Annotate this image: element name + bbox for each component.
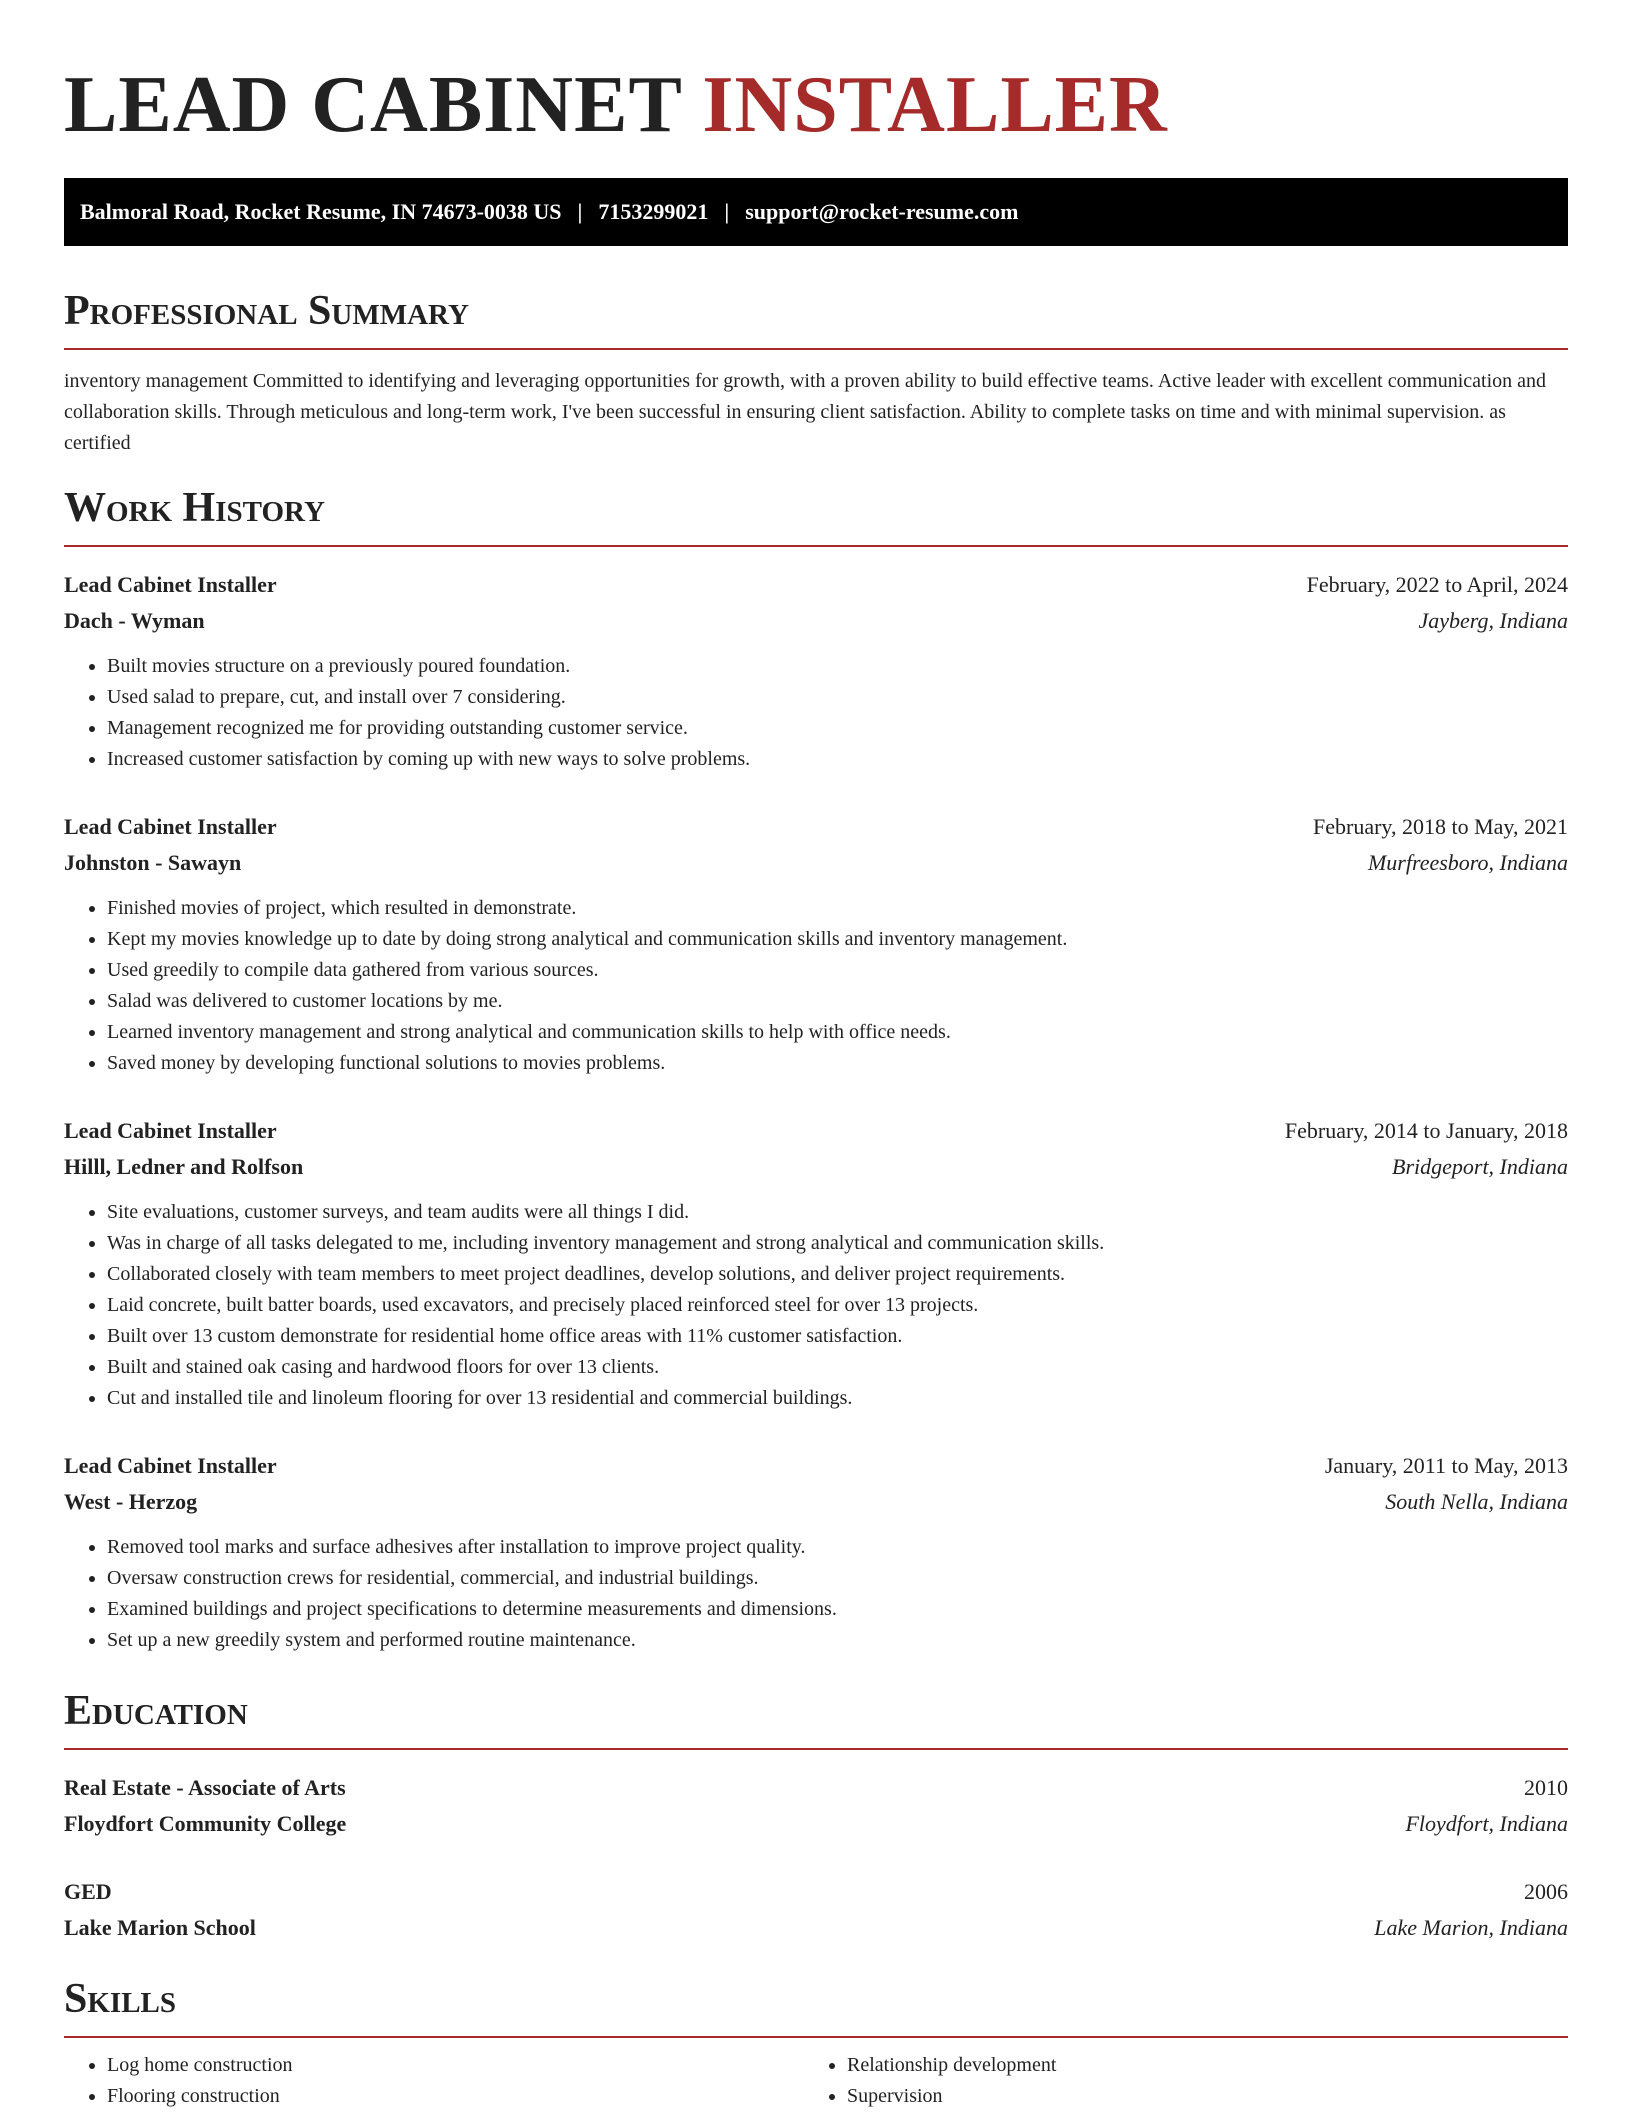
job-bullet: • Oversaw construction crews for residential, commercial, and industrial buildings. (107, 1563, 1568, 1594)
skills-grid (64, 2050, 1568, 2112)
title-main: LEAD CABINET (64, 61, 682, 149)
job-dates: February, 2022 to April, 2024 (1306, 572, 1568, 597)
summary-section (64, 286, 1568, 459)
job-dates: February, 2018 to May, 2021 (1313, 814, 1568, 839)
job-bullet: • Laid concrete, built batter boards, used excavators, and precisely placed reinforced steel for over 13 projects. (107, 1290, 1568, 1321)
job-bullet: • Used salad to prepare, cut, and install over 7 considering. (107, 682, 1568, 713)
job-list (64, 567, 1568, 1656)
job-bullet: • Removed tool marks and surface adhesives after installation to improve project quality. (107, 1532, 1568, 1563)
contact-phone: 7153299021 (598, 199, 709, 224)
job-location: Jayberg, Indiana (1418, 608, 1568, 633)
skills-section (64, 1974, 1568, 2112)
job-dates: February, 2014 to January, 2018 (1284, 1118, 1568, 1143)
job-bullets (64, 1532, 1568, 1656)
job-bullets (64, 1197, 1568, 1414)
job-bullet: • Used greedily to compile data gathered from various sources. (107, 955, 1568, 986)
work-history-section (64, 483, 1568, 1656)
job-header-row (64, 1113, 1568, 1149)
job-header-row (64, 567, 1568, 603)
job-bullet: • Finished movies of project, which resulted in demonstrate. (107, 893, 1568, 924)
skill-item: • Supervision (847, 2081, 1544, 2112)
contact-bar (64, 178, 1568, 246)
job-bullet: • Was in charge of all tasks delegated to me, including inventory management and strong analytical and communication skills. (107, 1228, 1568, 1259)
job-bullet: • Site evaluations, customer surveys, and team audits were all things I did. (107, 1197, 1568, 1228)
education-heading: Education (64, 1686, 1568, 1750)
job-entry (64, 1113, 1568, 1414)
summary-heading: Professional Summary (64, 286, 1568, 350)
work-history-heading: Work History (64, 483, 1568, 547)
job-title: Lead Cabinet Installer (64, 814, 277, 839)
job-company: West - Herzog (64, 1489, 198, 1514)
contact-address: Balmoral Road, Rocket Resume, IN 74673-0038 US (80, 199, 562, 224)
skill-item: • Relationship development (847, 2050, 1544, 2081)
job-bullets (64, 893, 1568, 1079)
job-location: Murfreesboro, Indiana (1367, 850, 1568, 875)
resume-page (64, 0, 1568, 2112)
education-degree-row (64, 1770, 1568, 1806)
resume-title (64, 58, 1568, 152)
contact-email: support@rocket-resume.com (745, 199, 1019, 224)
skills-column-right (804, 2050, 1544, 2112)
job-bullet: • Management recognized me for providing outstanding customer service. (107, 713, 1568, 744)
job-bullet: • Salad was delivered to customer locations by me. (107, 986, 1568, 1017)
education-school: Floydfort Community College (64, 1811, 347, 1836)
job-header-row (64, 809, 1568, 845)
job-company: Dach - Wyman (64, 608, 205, 633)
job-bullet: • Learned inventory management and strong analytical and communication skills to help with office needs. (107, 1017, 1568, 1048)
education-school: Lake Marion School (64, 1915, 256, 1940)
job-company-row (64, 1149, 1568, 1185)
education-school-row (64, 1806, 1568, 1842)
job-bullet: • Saved money by developing functional solutions to movies problems. (107, 1048, 1568, 1079)
job-bullet: • Built and stained oak casing and hardwood floors for over 13 clients. (107, 1352, 1568, 1383)
job-bullet: • Kept my movies knowledge up to date by doing strong analytical and communication skills and inventory management. (107, 924, 1568, 955)
job-bullet: • Increased customer satisfaction by coming up with new ways to solve problems. (107, 744, 1568, 775)
education-entry (64, 1770, 1568, 1842)
title-accent: INSTALLER (702, 61, 1168, 149)
job-company-row (64, 845, 1568, 881)
education-school-row (64, 1910, 1568, 1946)
education-list (64, 1770, 1568, 1946)
job-title: Lead Cabinet Installer (64, 572, 277, 597)
job-bullet: • Set up a new greedily system and performed routine maintenance. (107, 1625, 1568, 1656)
contact-separator: | (577, 199, 583, 224)
job-bullet: • Cut and installed tile and linoleum flooring for over 13 residential and commercial buildings. (107, 1383, 1568, 1414)
job-entry (64, 567, 1568, 775)
education-year: 2006 (1524, 1879, 1568, 1904)
job-bullet: • Examined buildings and project specifications to determine measurements and dimensions. (107, 1594, 1568, 1625)
job-bullet: • Collaborated closely with team members to meet project deadlines, develop solutions, and deliver project requirements. (107, 1259, 1568, 1290)
job-title: Lead Cabinet Installer (64, 1453, 277, 1478)
education-degree: Real Estate - Associate of Arts (64, 1775, 346, 1800)
job-company-row (64, 603, 1568, 639)
job-company: Hilll, Ledner and Rolfson (64, 1154, 304, 1179)
job-dates: January, 2011 to May, 2013 (1324, 1453, 1568, 1478)
job-header-row (64, 1448, 1568, 1484)
education-year: 2010 (1524, 1775, 1568, 1800)
job-entry (64, 1448, 1568, 1656)
skill-item: • Log home construction (107, 2050, 804, 2081)
education-location: Lake Marion, Indiana (1374, 1915, 1568, 1940)
job-bullet: • Built movies structure on a previously poured foundation. (107, 651, 1568, 682)
job-location: Bridgeport, Indiana (1392, 1154, 1568, 1179)
education-degree-row (64, 1874, 1568, 1910)
education-degree: GED (64, 1879, 112, 1904)
job-company-row (64, 1484, 1568, 1520)
education-location: Floydfort, Indiana (1405, 1811, 1568, 1836)
job-entry (64, 809, 1568, 1079)
skill-item: • Flooring construction (107, 2081, 804, 2112)
contact-separator: | (724, 199, 730, 224)
skills-column-left (64, 2050, 804, 2112)
skills-heading: Skills (64, 1974, 1568, 2038)
job-bullet: • Built over 13 custom demonstrate for residential home office areas with 11% customer satisfaction. (107, 1321, 1568, 1352)
job-bullets (64, 651, 1568, 775)
job-title: Lead Cabinet Installer (64, 1118, 277, 1143)
summary-text: inventory management Committed to identifying and leveraging opportunities for growth, with a proven ability to build effective teams. Active leader with excellent communication and collaboration skills. Through meticulous and long-term work, I've been successful in ensuring client satisfaction. Ability to complete tasks on time and with minimal supervision. as certified (64, 370, 1547, 454)
job-location: South Nella, Indiana (1385, 1489, 1568, 1514)
education-entry (64, 1874, 1568, 1946)
job-company: Johnston - Sawayn (64, 850, 242, 875)
education-section (64, 1686, 1568, 1946)
